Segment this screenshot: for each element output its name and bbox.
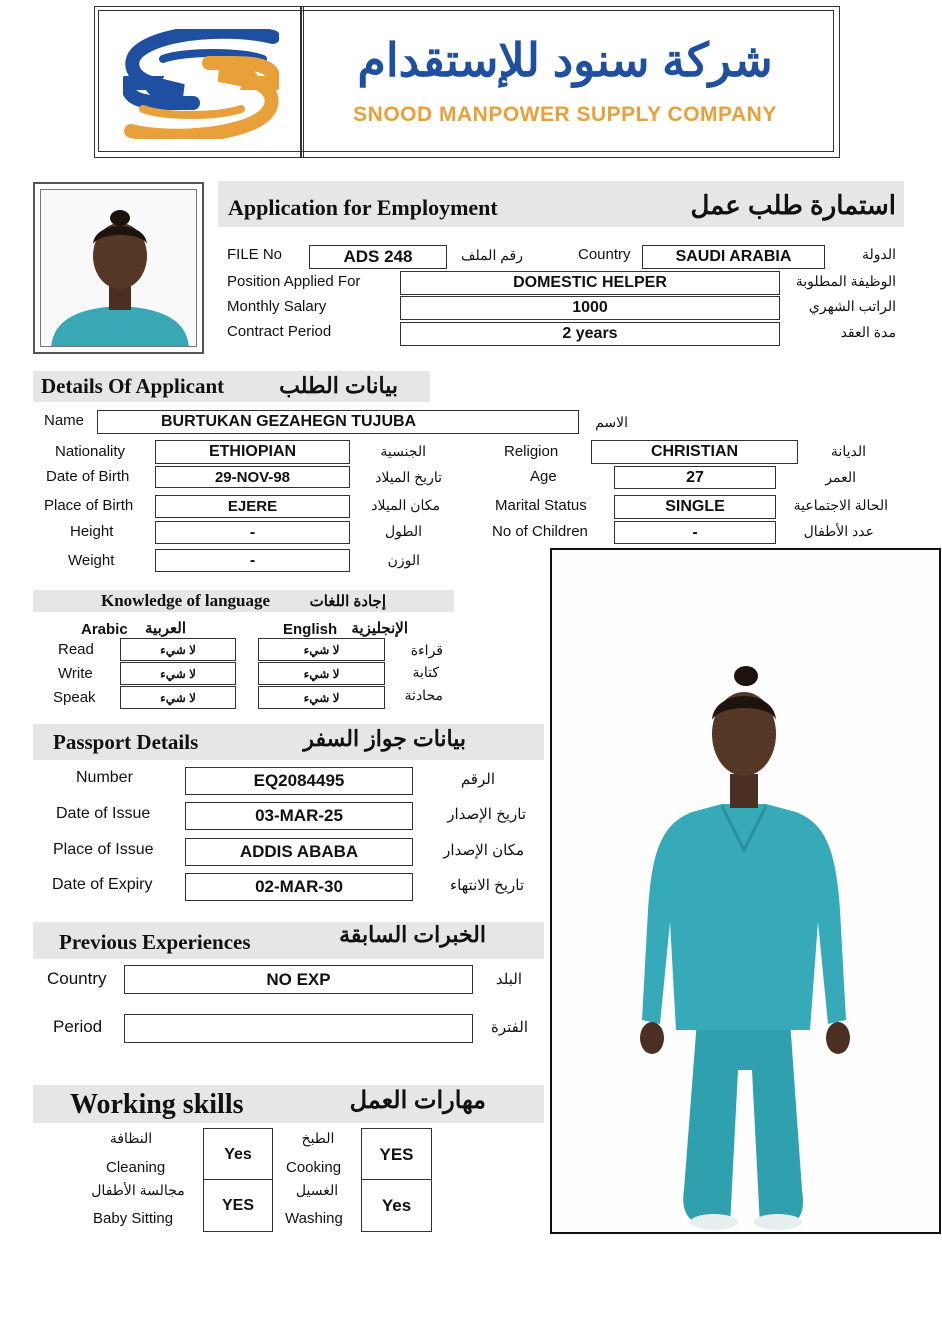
salary-field: 1000	[400, 296, 780, 320]
speak-label: Speak	[53, 689, 96, 706]
position-field: DOMESTIC HELPER	[400, 271, 780, 295]
babysitting-label: Baby Sitting	[93, 1210, 174, 1227]
babysitting-ar: مجالسة الأطفال	[91, 1182, 185, 1198]
name-ar: الاسم	[595, 414, 628, 430]
applicant-title-en: Details Of Applicant	[41, 374, 225, 398]
portrait-photo	[33, 182, 204, 354]
issue-date-field: 03-MAR-25	[185, 802, 413, 830]
children-label: No of Children	[492, 523, 588, 540]
english-header-ar: الإنجليزية	[351, 620, 408, 637]
cooking-label: Cooking	[286, 1159, 342, 1176]
company-name-ar: شركة سنود للإستقدام	[357, 34, 773, 86]
language-title-en: Knowledge of language	[101, 591, 271, 610]
english-write-field: لا شيء	[258, 662, 385, 685]
salary-label: Monthly Salary	[227, 298, 327, 315]
arabic-header-ar: العربية	[145, 620, 186, 637]
children-ar: عدد الأطفال	[803, 523, 874, 539]
skills-title-en: Working skills	[70, 1089, 244, 1120]
cleaning-ar: النظافة	[109, 1130, 153, 1146]
arabic-read-field: لا شيء	[120, 638, 236, 661]
file-no-field: ADS 248	[309, 245, 447, 269]
weight-field: -	[155, 549, 350, 572]
cooking-ar: الطبخ	[301, 1130, 335, 1146]
exp-country-ar: البلد	[495, 971, 522, 988]
position-ar: الوظيفة المطلوبة	[795, 273, 896, 289]
portrait-photo-icon	[41, 190, 197, 347]
religion-field: CHRISTIAN	[591, 440, 798, 464]
passport-title-ar: بيانات جواز السفر	[303, 726, 466, 751]
cooking-value: YES	[361, 1128, 432, 1181]
expiry-ar: تاريخ الانتهاء	[450, 877, 524, 894]
language-title-ar: إجادة اللغات	[309, 593, 386, 610]
name-field: BURTUKAN GEZAHEGN TUJUBA	[97, 410, 579, 434]
name-label: Name	[44, 412, 85, 429]
arabic-write-field: لا شيء	[120, 662, 236, 685]
salary-ar: الراتب الشهري	[808, 298, 896, 314]
height-label: Height	[70, 523, 114, 540]
age-label: Age	[530, 468, 557, 485]
read-ar: قراءة	[410, 642, 443, 658]
contract-ar: مدة العقد	[840, 324, 896, 340]
age-field: 27	[614, 466, 776, 489]
write-label: Write	[58, 665, 93, 682]
religion-label: Religion	[504, 443, 559, 460]
english-read-field: لا شيء	[258, 638, 385, 661]
religion-ar: الديانة	[830, 443, 866, 459]
marital-field: SINGLE	[614, 495, 776, 519]
dob-ar: تاريخ الميلاد	[375, 469, 442, 485]
experience-title-ar: الخبرات السابقة	[339, 922, 486, 947]
passport-number-ar: الرقم	[460, 771, 495, 788]
arabic-header-en: Arabic	[81, 621, 128, 638]
pob-field: EJERE	[155, 495, 350, 518]
exp-period-field	[124, 1014, 473, 1043]
applicant-title-ar: بيانات الطلب	[279, 373, 398, 398]
company-header	[94, 6, 840, 158]
company-logo	[123, 29, 279, 139]
country-label: Country	[578, 246, 631, 263]
expiry-field: 02-MAR-30	[185, 873, 413, 901]
issue-date-label: Date of Issue	[56, 805, 151, 822]
issue-date-ar: تاريخ الإصدار	[447, 806, 526, 823]
pob-ar: مكان الميلاد	[371, 497, 440, 513]
position-label: Position Applied For	[227, 273, 361, 290]
english-header-en: English	[283, 621, 338, 638]
passport-number-field: EQ2084495	[185, 767, 413, 795]
exp-period-ar: الفترة	[491, 1019, 528, 1036]
height-field: -	[155, 521, 350, 544]
children-field: -	[614, 521, 776, 544]
arabic-speak-field: لا شيء	[120, 686, 236, 709]
speak-ar: محادثة	[404, 687, 443, 703]
application-title-en: Application for Employment	[228, 195, 498, 220]
weight-ar: الوزن	[387, 552, 420, 568]
english-speak-field: لا شيء	[258, 686, 385, 709]
washing-ar: الغسيل	[295, 1182, 339, 1198]
expiry-label: Date of Expiry	[52, 876, 153, 893]
washing-value: Yes	[361, 1179, 432, 1232]
dob-field: 29-NOV-98	[155, 466, 350, 488]
application-title-ar: استمارة طلب عمل	[690, 190, 896, 220]
washing-label: Washing	[285, 1210, 343, 1227]
experience-title-en: Previous Experiences	[59, 930, 251, 954]
height-ar: الطول	[384, 523, 422, 539]
nationality-ar: الجنسية	[380, 443, 426, 459]
skills-title-ar: مهارات العمل	[349, 1087, 486, 1114]
issue-place-ar: مكان الإصدار	[443, 842, 524, 859]
read-label: Read	[58, 641, 94, 658]
exp-period-label: Period	[53, 1017, 103, 1036]
cleaning-value: Yes	[203, 1128, 273, 1181]
weight-label: Weight	[68, 552, 115, 569]
exp-country-label: Country	[47, 969, 107, 988]
full-body-photo-icon	[552, 550, 939, 1232]
marital-ar: الحالة الاجتماعية	[793, 497, 888, 513]
company-name-en: SNOOD MANPOWER SUPPLY COMPANY	[353, 103, 777, 126]
country-ar: الدولة	[861, 246, 896, 262]
file-no-ar: رقم الملف	[460, 247, 523, 263]
nationality-label: Nationality	[55, 443, 126, 460]
exp-country-field: NO EXP	[124, 965, 473, 994]
contract-label: Contract Period	[227, 323, 332, 340]
babysitting-value: YES	[203, 1179, 273, 1232]
contract-field: 2 years	[400, 322, 780, 346]
cleaning-label: Cleaning	[106, 1159, 166, 1176]
file-no-label: FILE No	[227, 246, 283, 263]
full-body-photo	[550, 548, 941, 1234]
passport-number-label: Number	[76, 769, 133, 786]
nationality-field: ETHIOPIAN	[155, 440, 350, 464]
write-ar: كتابة	[412, 664, 439, 680]
pob-label: Place of Birth	[44, 497, 134, 514]
issue-place-label: Place of Issue	[53, 841, 154, 858]
passport-title-en: Passport Details	[53, 730, 199, 754]
marital-label: Marital Status	[495, 497, 587, 514]
issue-place-field: ADDIS ABABA	[185, 838, 413, 866]
country-field: SAUDI ARABIA	[642, 245, 825, 269]
dob-label: Date of Birth	[46, 468, 130, 485]
age-ar: العمر	[825, 469, 856, 485]
